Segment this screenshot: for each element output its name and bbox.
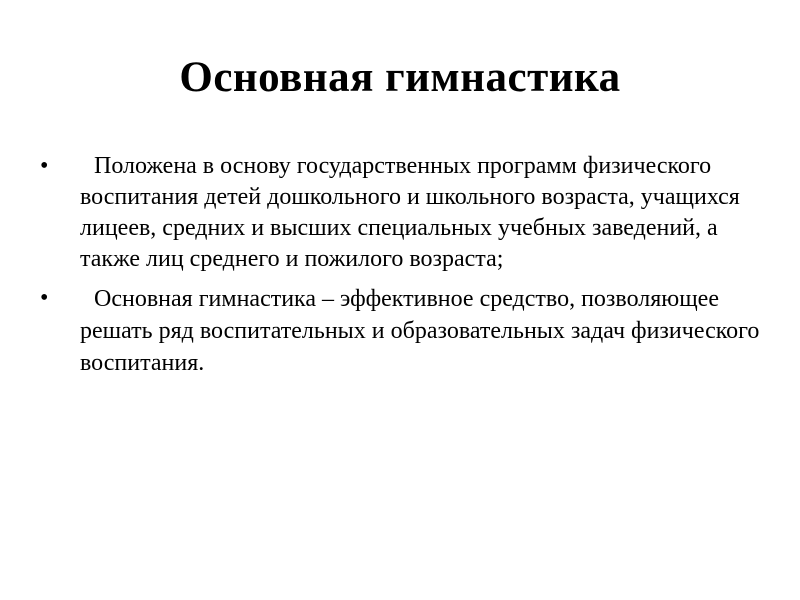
bullet-item [40, 283, 760, 379]
bullet-marker: • [40, 153, 49, 179]
bullet-list [40, 151, 760, 387]
bullet-text: Основная гимнастика – эффективное средство, позволяющее решать ряд воспитательных и образовательных задач физического воспитания. [80, 286, 760, 376]
bullet-item [40, 151, 760, 275]
slide-title: Основная гимнастика [179, 54, 621, 101]
bullet-text: Положена в основу государственных программ физического воспитания детей дошкольного и школьного возраста, учащихся лицеев, средних и высших специальных учебных заведений, а также лиц среднего и пожилого возраста; [80, 153, 740, 272]
bullet-marker: • [40, 285, 49, 311]
